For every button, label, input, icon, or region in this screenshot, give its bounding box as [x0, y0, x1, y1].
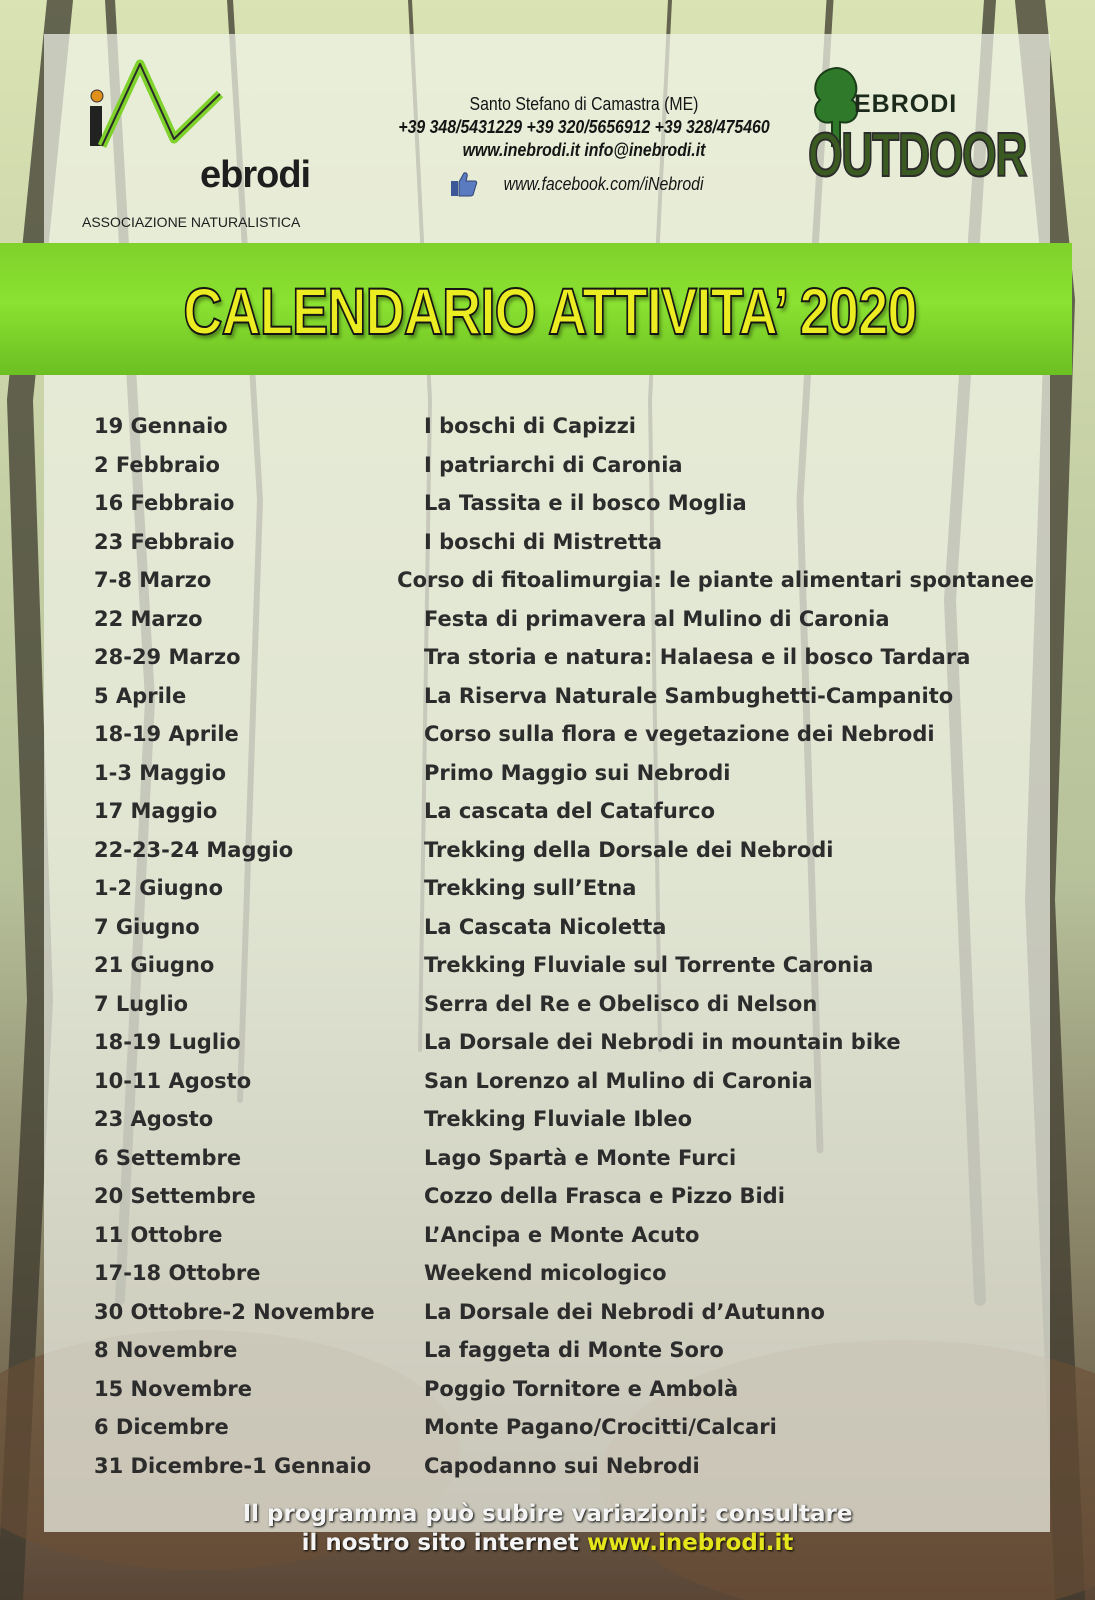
event-activity: Weekend micologico [424, 1261, 667, 1286]
event-row [94, 869, 1034, 908]
event-activity: Primo Maggio sui Nebrodi [424, 760, 731, 785]
event-date: 7-8 Marzo [94, 568, 212, 593]
event-activity: Festa di primavera al Mulino di Caronia [424, 606, 890, 631]
header [44, 34, 1050, 244]
event-activity: Serra del Re e Obelisco di Nelson [424, 991, 818, 1016]
event-activity: I boschi di Mistretta [424, 529, 663, 554]
event-row [94, 985, 1034, 1024]
event-date: 8 Novembre [94, 1338, 238, 1363]
event-date: 5 Aprile [94, 683, 187, 708]
footer-prefix: il nostro sito internet [301, 1530, 587, 1556]
event-row [94, 561, 1034, 600]
event-row [94, 1216, 1034, 1255]
event-activity: I patriarchi di Caronia [424, 452, 683, 477]
event-date: 23 Febbraio [94, 529, 235, 554]
event-row [94, 1447, 1034, 1486]
event-activity: I boschi di Capizzi [424, 414, 636, 439]
title-banner [0, 243, 1072, 375]
contact-city: Santo Stefano di Camastra (ME) [469, 94, 699, 114]
event-row [94, 1023, 1034, 1062]
inebrodi-logo [82, 54, 322, 230]
event-date: 19 Gennaio [94, 414, 228, 439]
event-date: 18-19 Luglio [94, 1030, 241, 1055]
event-row [94, 600, 1034, 639]
logo-outdoor-text: OUTDOOR [808, 121, 1027, 190]
contact-phones: +39 348/5431229 +39 320/5656912 +39 328/475460 [398, 117, 770, 137]
event-date: 30 Ottobre-2 Novembre [94, 1299, 375, 1324]
event-row [94, 407, 1034, 446]
footer-line-1: Il programma può subire variazioni: consultare [242, 1501, 853, 1527]
event-row [94, 1408, 1034, 1447]
facebook-row[interactable] [334, 171, 834, 197]
event-row [94, 1100, 1034, 1139]
event-row [94, 1062, 1034, 1101]
logo-nebrodi-text: EBRODI [854, 90, 958, 118]
event-activity: Cozzo della Frasca e Pizzo Bidi [424, 1184, 785, 1209]
event-date: 1-3 Maggio [94, 760, 227, 785]
event-date: 23 Agosto [94, 1107, 214, 1132]
event-activity: Trekking della Dorsale dei Nebrodi [424, 837, 834, 862]
event-row [94, 1139, 1034, 1178]
event-date: 31 Dicembre-1 Gennaio [94, 1453, 372, 1478]
event-activity: Lago Spartà e Monte Furci [424, 1145, 737, 1170]
event-row [94, 677, 1034, 716]
event-activity: La Dorsale dei Nebrodi in mountain bike [424, 1030, 901, 1055]
facebook-link[interactable]: www.facebook.com/iNebrodi [504, 173, 704, 194]
event-activity: Corso sulla flora e vegetazione dei Nebrodi [424, 722, 935, 747]
event-row [94, 946, 1034, 985]
event-row [94, 1293, 1034, 1332]
event-row [94, 638, 1034, 677]
event-row [94, 908, 1034, 947]
thumbs-up-icon [450, 171, 478, 197]
event-date: 11 Ottobre [94, 1222, 223, 1247]
event-date: 6 Settembre [94, 1145, 242, 1170]
event-date: 22 Marzo [94, 606, 203, 631]
event-activity: Trekking Fluviale sul Torrente Caronia [424, 953, 874, 978]
event-row [94, 1177, 1034, 1216]
page-title: CALENDARIO ATTIVITA’ 2020 [183, 274, 917, 348]
event-date: 6 Dicembre [94, 1415, 229, 1440]
event-date: 28-29 Marzo [94, 645, 241, 670]
event-date: 18-19 Aprile [94, 722, 239, 747]
event-date: 17-18 Ottobre [94, 1261, 261, 1286]
footer-url[interactable]: www.inebrodi.it [586, 1530, 794, 1556]
event-activity: Poggio Tornitore e Ambolà [424, 1376, 739, 1401]
event-row [94, 792, 1034, 831]
event-date: 16 Febbraio [94, 491, 235, 516]
event-date: 15 Novembre [94, 1376, 252, 1401]
event-date: 7 Luglio [94, 991, 189, 1016]
event-activity: La cascata del Catafurco [424, 799, 716, 824]
event-date: 2 Febbraio [94, 452, 220, 477]
event-row [94, 446, 1034, 485]
event-row [94, 754, 1034, 793]
contact-block [334, 94, 834, 197]
event-activity: Monte Pagano/Crocitti/Calcari [424, 1415, 777, 1440]
event-date: 10-11 Agosto [94, 1068, 252, 1093]
event-activity: La Cascata Nicoletta [424, 914, 667, 939]
event-activity: La Tassita e il bosco Moglia [424, 491, 747, 516]
event-row [94, 1370, 1034, 1409]
event-activity: San Lorenzo al Mulino di Caronia [424, 1068, 813, 1093]
event-row [94, 715, 1034, 754]
event-activity: La faggeta di Monte Soro [424, 1338, 724, 1363]
contact-web-email[interactable]: www.inebrodi.it info@inebrodi.it [462, 140, 706, 160]
event-date: 21 Giugno [94, 953, 215, 978]
event-list [94, 407, 1034, 1485]
event-row [94, 831, 1034, 870]
logo-wordmark: ebrodi [200, 154, 311, 196]
nebrodi-outdoor-logo [806, 60, 1027, 220]
event-row [94, 1331, 1034, 1370]
event-row [94, 1254, 1034, 1293]
event-activity: La Dorsale dei Nebrodi d’Autunno [424, 1299, 825, 1324]
event-activity: Capodanno sui Nebrodi [424, 1453, 700, 1478]
event-date: 22-23-24 Maggio [94, 837, 294, 862]
event-date: 20 Settembre [94, 1184, 256, 1209]
event-activity: La Riserva Naturale Sambughetti-Campanito [424, 683, 954, 708]
event-activity: L’Ancipa e Monte Acuto [424, 1222, 700, 1247]
footer-line-2 [0, 1529, 1095, 1558]
event-date: 1-2 Giugno [94, 876, 224, 901]
event-row [94, 484, 1034, 523]
event-activity: Tra storia e natura: Halaesa e il bosco Tardara [424, 645, 971, 670]
event-activity: Trekking Fluviale Ibleo [424, 1107, 693, 1132]
footer-note [0, 1500, 1095, 1558]
event-activity: Corso di fitoalimurgia: le piante alimentari spontanee [397, 568, 1034, 593]
event-row [94, 523, 1034, 562]
event-activity: Trekking sull’Etna [424, 876, 637, 901]
event-date: 7 Giugno [94, 914, 200, 939]
event-date: 17 Maggio [94, 799, 218, 824]
logo-subtitle: ASSOCIAZIONE NATURALISTICA [82, 214, 301, 230]
